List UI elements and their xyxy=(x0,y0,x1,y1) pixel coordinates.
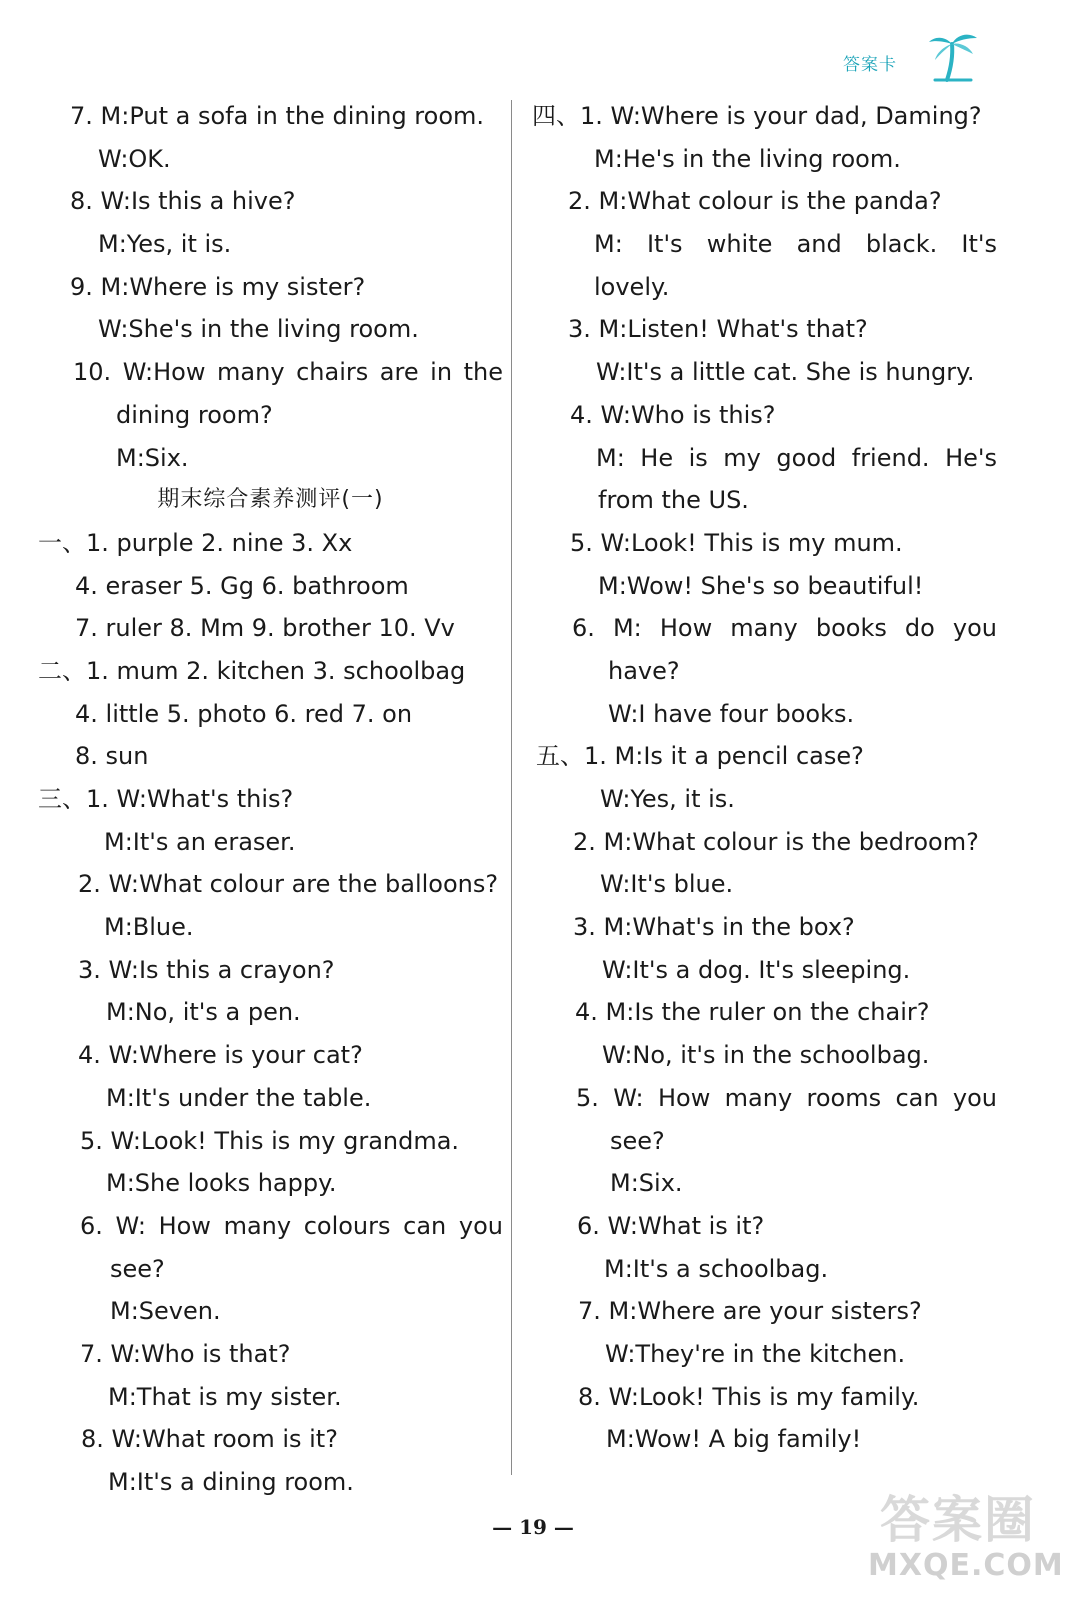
answer-line: 5. W:Look! This is my mum. xyxy=(570,528,903,557)
answer-line: M:She looks happy. xyxy=(106,1169,337,1198)
answer-line: 五、1. M:Is it a pencil case? xyxy=(536,742,864,771)
answer-line: lovely. xyxy=(594,272,670,301)
answer-line: 7. M:Where are your sisters? xyxy=(578,1297,922,1326)
answer-line: M:Blue. xyxy=(104,913,194,942)
answer-line: M:Six. xyxy=(610,1169,683,1198)
answer-line: 6. M: How many books do you xyxy=(572,614,997,643)
answer-line: 4. little 5. photo 6. red 7. on xyxy=(75,699,413,728)
answer-line: 8. sun xyxy=(75,742,149,771)
answer-line: W:She's in the living room. xyxy=(98,315,419,344)
answer-line: W:It's a little cat. She is hungry. xyxy=(596,358,975,387)
answer-line: M:Six. xyxy=(116,443,189,472)
answer-line: 二、1. mum 2. kitchen 3. schoolbag xyxy=(38,656,466,685)
answer-line: 三、1. W:What's this? xyxy=(38,785,294,813)
header-brand: 答案卡 xyxy=(843,55,897,75)
section-title: 期末综合素养测评(一) xyxy=(157,487,384,513)
answer-line: see? xyxy=(610,1126,665,1155)
watermark-logo xyxy=(868,1480,1064,1590)
answer-line: see? xyxy=(110,1254,165,1283)
answer-line: M:Seven. xyxy=(110,1297,221,1326)
answer-line: 四、1. W:Where is your dad, Daming? xyxy=(532,102,982,130)
answer-line: have? xyxy=(608,656,680,685)
answer-line: W:I have four books. xyxy=(608,699,855,728)
page-number: — 19 — xyxy=(492,1515,574,1539)
answer-line: M:Wow! A big family! xyxy=(606,1425,862,1454)
answer-line: 8. W:Look! This is my family. xyxy=(578,1382,920,1411)
answer-line: 6. W: How many colours can you xyxy=(80,1211,503,1240)
answer-line: W:It's blue. xyxy=(600,870,734,899)
answer-line: 2. M:What colour is the panda? xyxy=(568,187,942,216)
answer-line: M:That is my sister. xyxy=(108,1382,342,1411)
answer-line: dining room? xyxy=(116,400,273,429)
answer-line: 4. M:Is the ruler on the chair? xyxy=(575,998,930,1027)
answer-line: M:Yes, it is. xyxy=(98,230,232,259)
answer-line: 4. W:Where is your cat? xyxy=(78,1041,363,1070)
answer-line: M:It's a schoolbag. xyxy=(604,1254,829,1283)
answer-line: 8. W:Is this a hive? xyxy=(70,187,296,216)
answer-line: M:It's an eraser. xyxy=(104,827,296,856)
answer-line: 6. W:What is it? xyxy=(577,1211,765,1240)
answer-line: M:No, it's a pen. xyxy=(106,998,301,1027)
answer-line: 7. W:Who is that? xyxy=(80,1339,291,1368)
answer-line: 7. ruler 8. Mm 9. brother 10. Vv xyxy=(75,614,455,643)
answer-line: W:Yes, it is. xyxy=(600,785,735,813)
answer-line: 2. W:What colour are the balloons? xyxy=(78,870,499,899)
answer-line: from the US. xyxy=(598,486,749,515)
answer-line: M:He's in the living room. xyxy=(594,144,901,173)
answer-line: 10. W:How many chairs are in the xyxy=(73,358,503,387)
answer-line: W:It's a dog. It's sleeping. xyxy=(602,955,911,984)
answer-line: 3. M:What's in the box? xyxy=(573,913,855,942)
answer-column-right xyxy=(532,95,997,1461)
answer-line: 3. W:Is this a crayon? xyxy=(78,955,335,984)
answer-line: 9. M:Where is my sister? xyxy=(70,272,366,301)
answer-line: W:OK. xyxy=(98,144,171,173)
answer-line: M:It's under the table. xyxy=(106,1083,372,1112)
answer-line: 7. M:Put a sofa in the dining room. xyxy=(70,102,485,130)
answer-column-left xyxy=(38,95,503,1504)
answer-line: 8. W:What room is it? xyxy=(81,1425,338,1454)
palm-tree-icon xyxy=(925,28,981,84)
answer-line: 3. M:Listen! What's that? xyxy=(568,315,868,344)
column-divider xyxy=(511,100,512,1475)
answer-line: M: He is my good friend. He's xyxy=(596,443,997,472)
watermark-bottom: MXQE.COM xyxy=(868,1548,1064,1583)
answer-line: 2. M:What colour is the bedroom? xyxy=(573,827,979,856)
answer-line: 4. W:Who is this? xyxy=(570,400,776,429)
watermark-top: 答案圈 xyxy=(880,1491,1036,1549)
answer-line: 4. eraser 5. Gg 6. bathroom xyxy=(75,571,409,600)
answer-line: W:They're in the kitchen. xyxy=(605,1339,906,1368)
answer-line: 一、1. purple 2. nine 3. Xx xyxy=(38,528,353,557)
answer-line: W:No, it's in the schoolbag. xyxy=(602,1041,930,1070)
answer-line: M: It's white and black. It's xyxy=(594,230,997,259)
answer-line: M:It's a dining room. xyxy=(108,1468,354,1496)
answer-line: 5. W:Look! This is my grandma. xyxy=(80,1126,460,1155)
answer-line: M:Wow! She's so beautiful! xyxy=(598,571,924,600)
answer-line: 5. W: How many rooms can you xyxy=(576,1083,997,1112)
